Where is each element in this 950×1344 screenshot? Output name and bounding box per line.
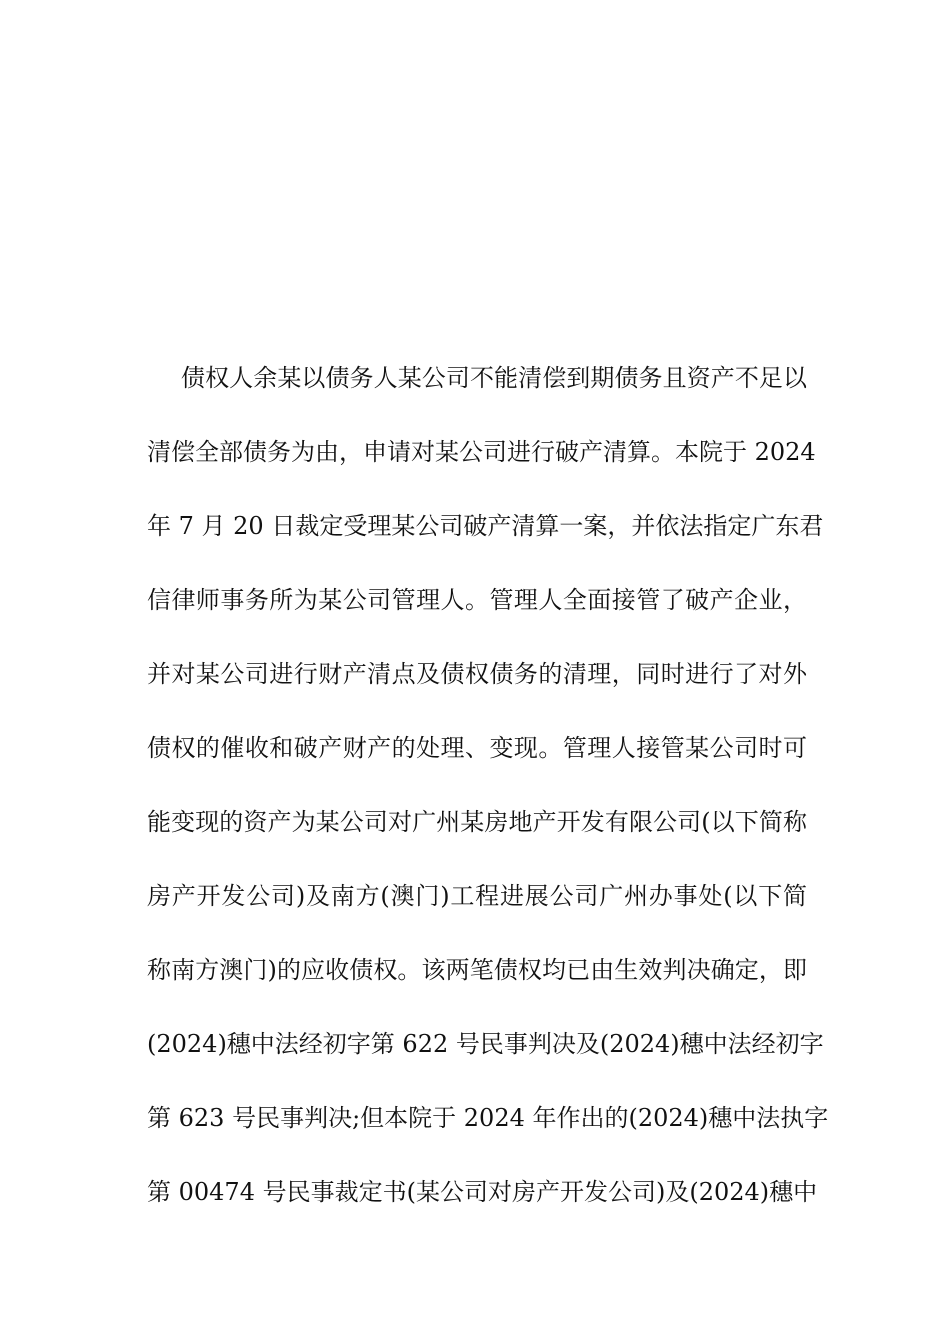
paragraph-line: 第 623 号民事判决;但本院于 2024 年作出的(2024)穗中法执字 bbox=[147, 1104, 829, 1132]
body-paragraph bbox=[147, 355, 829, 1243]
paragraph-line: 债权的催收和破产财产的处理、变现。管理人接管某公司时可 bbox=[147, 734, 807, 762]
paragraph-line: 房产开发公司)及南方(澳门)工程进展公司广州办事处(以下简 bbox=[147, 882, 807, 910]
paragraph-line: 信律师事务所为某公司管理人。管理人全面接管了破产企业， bbox=[147, 586, 807, 614]
paragraph-line: 债权人余某以债务人某公司不能清偿到期债务且资产不足以 bbox=[181, 364, 807, 392]
paragraph-line: 第 00474 号民事裁定书(某公司对房产开发公司)及(2024)穗中 bbox=[147, 1178, 818, 1206]
paragraph-line: 年 7 月 20 日裁定受理某公司破产清算一案，并依法指定广东君 bbox=[147, 512, 824, 540]
paragraph-line: 能变现的资产为某公司对广州某房地产开发有限公司(以下简称 bbox=[147, 808, 807, 836]
paragraph-line: 清偿全部债务为由，申请对某公司进行破产清算。本院于 2024 bbox=[147, 438, 816, 466]
paragraph-line: (2024)穗中法经初字第 622 号民事判决及(2024)穗中法经初字 bbox=[147, 1030, 824, 1058]
paragraph-line: 并对某公司进行财产清点及债权债务的清理，同时进行了对外 bbox=[147, 660, 807, 688]
paragraph-line: 称南方澳门)的应收债权。该两笔债权均已由生效判决确定，即 bbox=[147, 956, 807, 984]
